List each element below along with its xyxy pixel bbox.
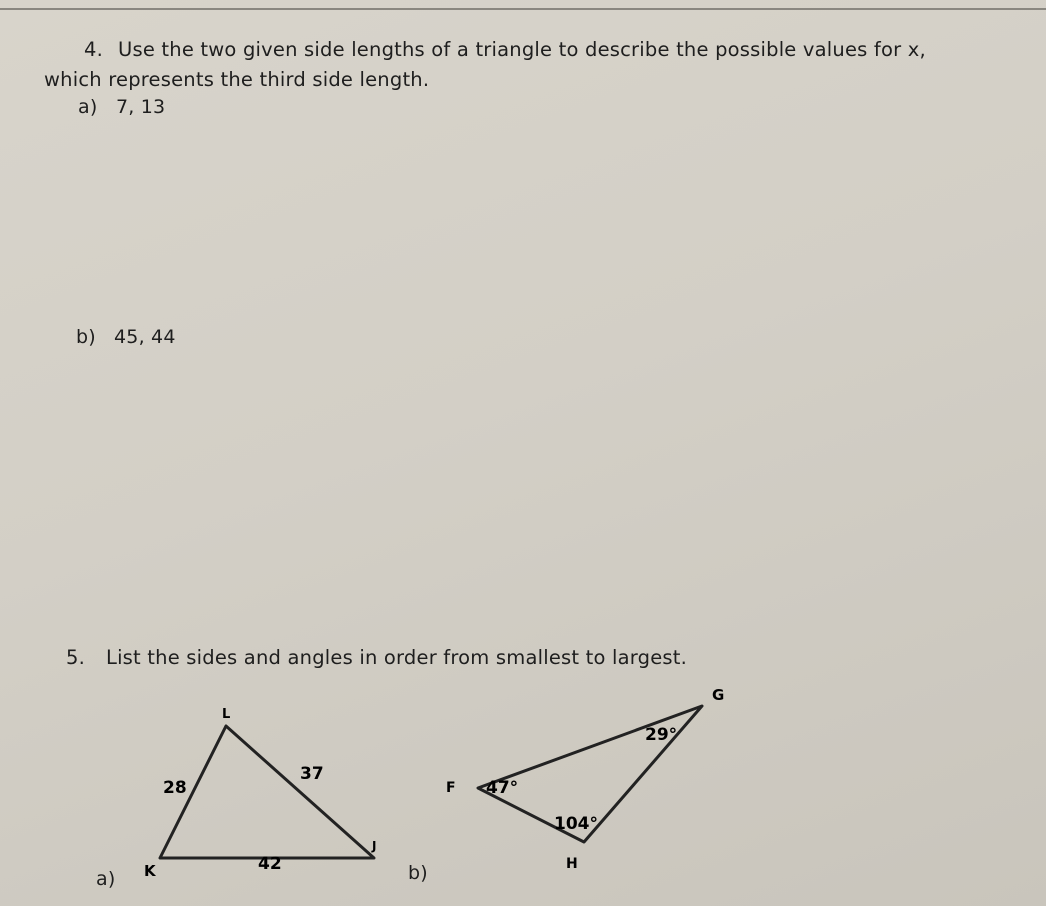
q4-line1: Use the two given side lengths of a triangle to describe the possible values for x, [118, 38, 926, 61]
q4b-text: 45, 44 [114, 326, 176, 348]
q4b-label: b) [76, 326, 96, 348]
angle-h: 104° [554, 814, 598, 834]
vertex-j: J [372, 839, 377, 853]
q4a-text: 7, 13 [116, 96, 166, 118]
q5-number: 5. [66, 646, 86, 669]
q5b-label: b) [408, 862, 428, 884]
side-kl-length: 28 [163, 778, 187, 798]
q5-text: List the sides and angles in order from smallest to largest. [106, 646, 688, 669]
q5a-label: a) [96, 868, 116, 890]
vertex-k: K [144, 862, 156, 880]
q4-number: 4. [84, 38, 104, 61]
side-kj-length: 42 [258, 854, 282, 874]
vertex-f: F [446, 780, 456, 796]
side-lj-length: 37 [300, 764, 324, 784]
vertex-l: L [222, 707, 231, 722]
vertex-h: H [566, 856, 578, 872]
angle-g: 29° [645, 725, 678, 745]
q4a-label: a) [78, 96, 98, 118]
angle-f: 47° [486, 778, 519, 798]
q4-line2: which represents the third side length. [44, 68, 430, 91]
vertex-g: G [712, 686, 725, 704]
